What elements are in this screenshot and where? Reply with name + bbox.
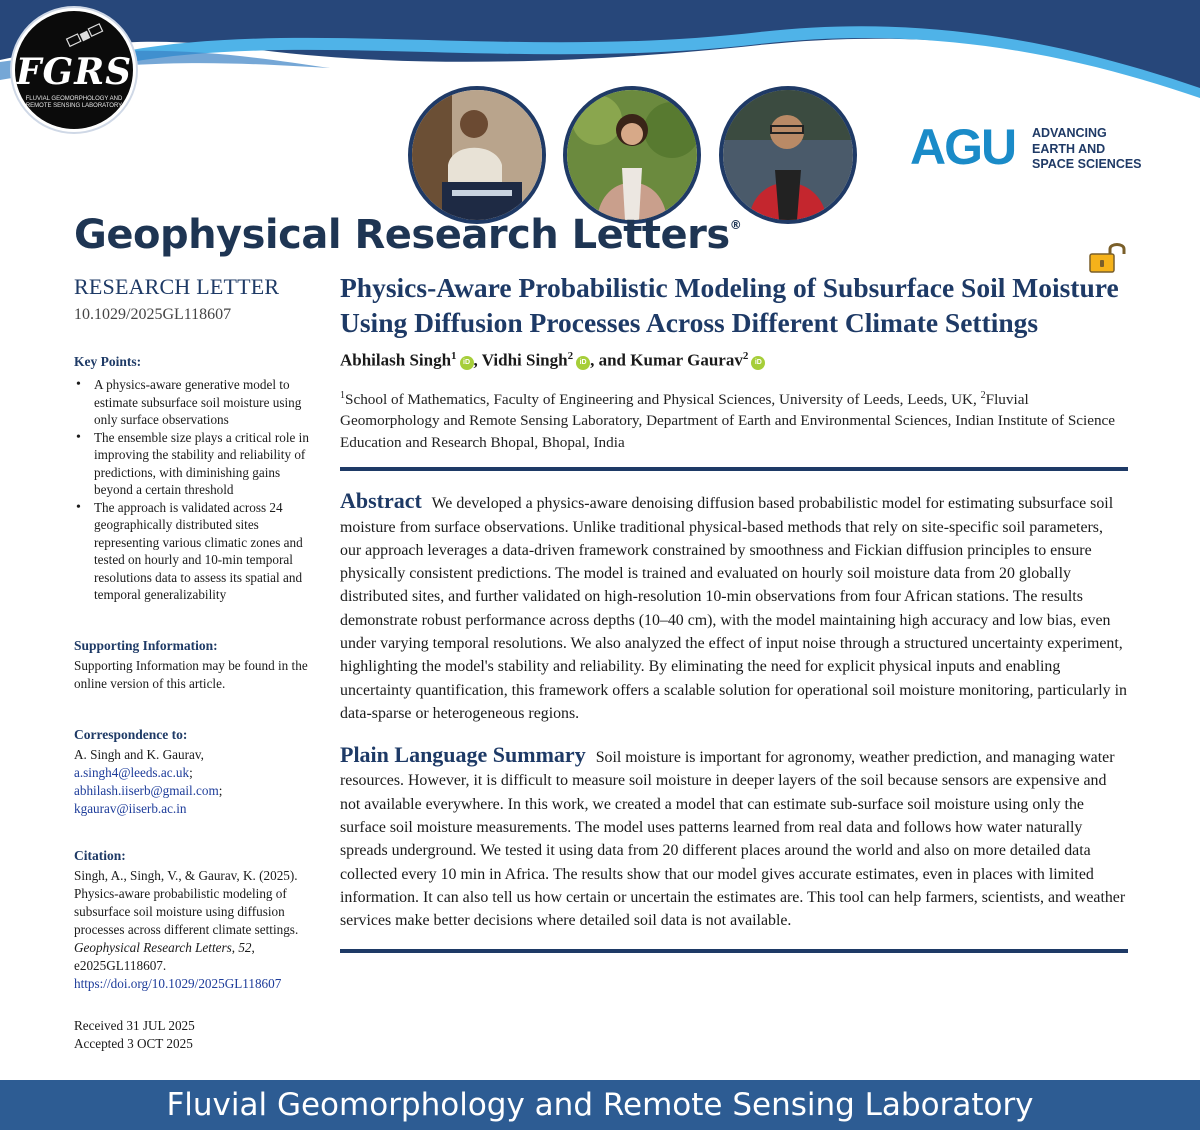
citation-text: Singh, A., Singh, V., & Gaurav, K. (2025). Physics-aware probabilistic modeling of subsurface soil moisture using diffusion processes across different climate settings. Geophysical Research Letters, 52, e2025GL118607. https://doi.org/10.1029/2025GL118607 [74,867,299,991]
doi: 10.1029/2025GL118607 [74,306,232,323]
correspondence-heading: Correspondence to: [74,726,188,742]
email-link[interactable]: abhilash.iiserb@gmail.com [74,782,219,798]
key-points-list [74,376,310,604]
section-divider [340,949,1128,953]
orcid-icon[interactable]: iD [576,356,590,370]
logo-title: FGRS [15,51,133,93]
citation-doi-link[interactable]: https://doi.org/10.1029/2025GL118607 [74,975,282,991]
key-points-heading: Key Points: [74,354,142,369]
article-title: Physics-Aware Probabilistic Modeling of Subsurface Soil Moisture Using Diffusion Processes Across Different Climate Settings [340,272,1119,338]
left-sidebar [74,274,310,1053]
open-access-lock-icon [1088,240,1128,274]
abstract-text: We developed a physics-aware denoising diffusion based probabilistic model for estimating subsurface soil moisture from surface observations. Unlike traditional physical-based methods that rely on site-specific soil parameters, our approach leverages a data-driven framework constrained by smoothness and Fickian diffusion principles to ensure physically consistent predictions. The model is trained and evaluated on hourly soil moisture data from 20 globally distributed sites, and further validated on high-resolution 10-min observations from four African stations. The results demonstrate robust performance across depths (10–40 cm), with the model maintaining high accuracy and low bias, even under varying temporal resolutions. We also analyzed the effect of input noise through a structured uncertainty experiment, highlighting the model's stability and reliability. By eliminating the need for explicit physical inputs and enabling uncertainty quantification, this framework offers a scalable solution for operational soil moisture monitoring, particularly in data-sparse or heterogeneous regions. [340,495,1127,722]
satellite-icon [65,23,105,49]
logo-subtitle: FLUVIAL GEOMORPHOLOGY AND REMOTE SENSING LABORATORY [25,96,123,109]
author-photo-1 [408,86,546,224]
accepted-date: Accepted 3 OCT 2025 [74,1035,193,1051]
author-name: Kumar Gaurav [630,350,743,370]
footer-banner: Fluvial Geomorphology and Remote Sensing Laboratory [0,1080,1200,1130]
agu-tagline: ADVANCING EARTH AND SPACE SCIENCES [1032,126,1142,171]
orcid-icon[interactable]: iD [751,356,765,370]
correspondence-block: A. Singh and K. Gaurav, a.singh4@leeds.ac.uk; abhilash.iiserb@gmail.com; kgaurav@iiserb.ac.in [74,746,310,818]
abstract-label: Abstract [340,488,422,514]
plain-language-summary [340,743,1128,932]
author-list: Abhilash Singh$^1$iD , Vidhi Singh$^2$iD , and Kumar Gaurav$^2$iD [340,350,1128,371]
author-name: Vidhi Singh [481,350,568,370]
author-photo-2 [563,86,701,224]
orcid-icon[interactable]: iD [460,356,474,370]
supporting-info-heading: Supporting Information: [74,637,218,653]
agu-mark: AGU [910,119,1016,175]
key-point: • The approach is validated across 24 geographically distributed sites representing various climatic zones and tested on hourly and 10-min temporal resolutions data to assess its spatial and temporal generalizability [74,499,310,604]
citation-heading: Citation: [74,847,126,863]
received-date: Received 31 JUL 2025 [74,1017,195,1033]
article-type: RESEARCH LETTER [74,274,280,299]
author-photo-3 [719,86,857,224]
journal-title: Geophysical Research Letters® [74,212,742,258]
correspondence-names: A. Singh and K. Gaurav, [74,746,204,762]
email-link[interactable]: kgaurav@iiserb.ac.in [74,800,187,816]
pls-text: Soil moisture is important for agronomy, weather prediction, and managing water resources. However, it is difficult to measure soil moisture in deeper layers of the soil because sensors are expensive and not available everywhere. In this work, we created a model that can estimate sub-surface soil moisture using only the surface soil moisture measurements. The model uses patterns learned from real data and follows how water naturally spreads underground. We tested it using data from 20 different places around the world and also on more detailed data collected every 10 min in Africa. The results show that our model gives accurate estimates, even in places with limited information. It can also tell us how certain or uncertain the estimates are. This tool can help farmers, scientists, and weather services make better decisions where detailed soil data is not available. [340,749,1126,930]
fgrs-logo [12,8,136,132]
affiliations: $^1$School of Mathematics, Faculty of Engineering and Physical Sciences, University of Leeds, Leeds, UK, $^2$Fluvial Geomorphology and Remote Sensing Laboratory, Department of Earth and Environmental Sciences, Indian Institute of Science Education and Research Bhopal, Bhopal, India [340,389,1116,451]
main-content [340,270,1128,953]
author-name: Abhilash Singh [340,350,452,370]
dates [74,1017,310,1053]
section-divider [340,467,1128,471]
abstract [340,489,1128,725]
email-link[interactable]: a.singh4@leeds.ac.uk [74,764,190,780]
supporting-info-text: Supporting Information may be found in the online version of this article. [74,657,308,691]
key-point: • The ensemble size plays a critical role in improving the stability and reliability of predictions, with diminishing gains beyond a certain threshold [74,429,310,499]
key-point: • A physics-aware generative model to estimate subsurface soil moisture using only surface observations [74,376,310,429]
pls-label: Plain Language Summary [340,742,586,768]
